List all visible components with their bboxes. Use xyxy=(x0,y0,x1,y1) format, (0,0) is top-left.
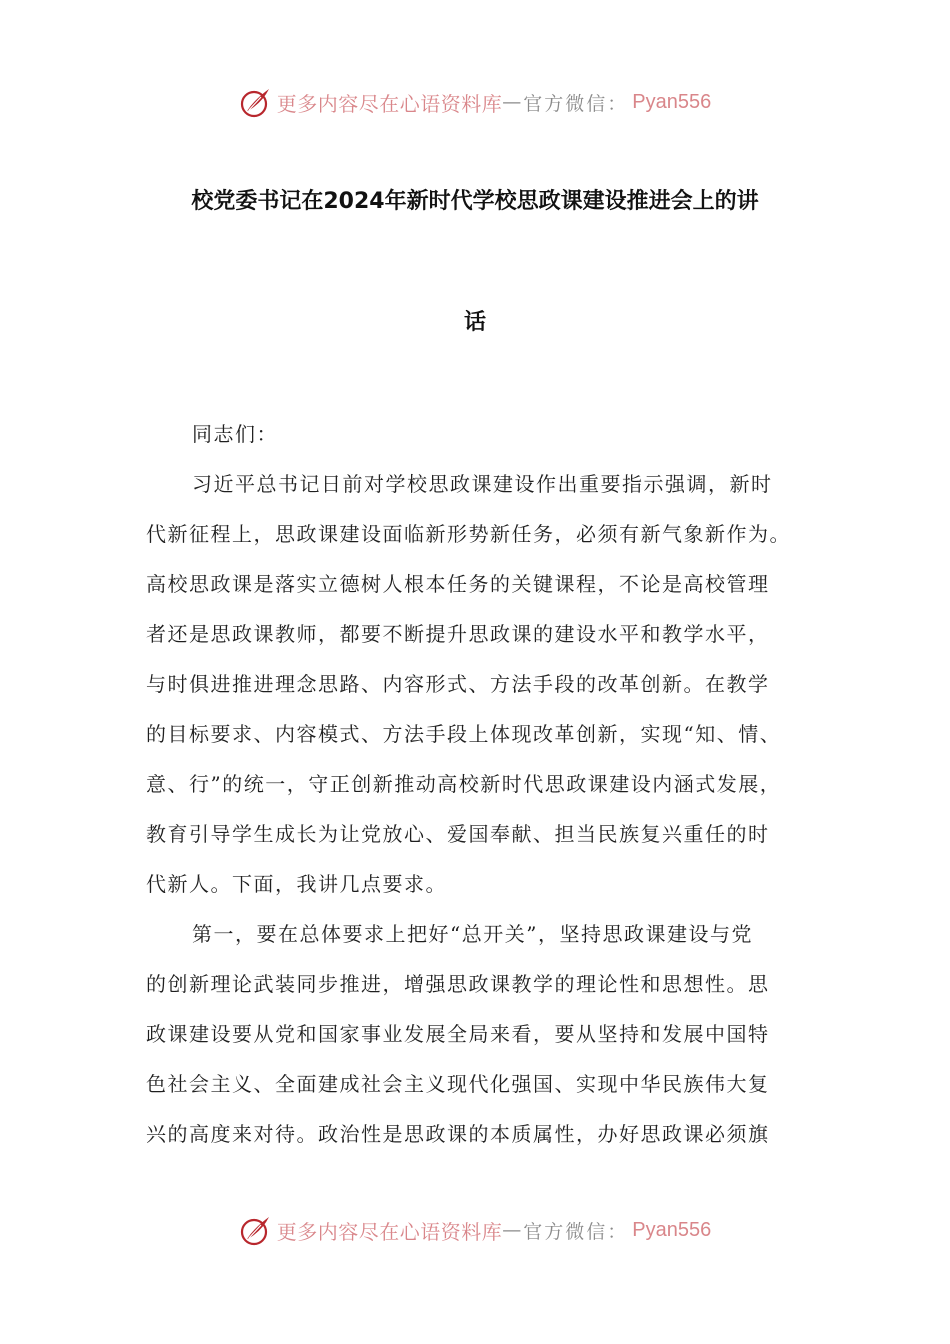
promo-text: 更多内容尽在心语资料库 xyxy=(276,1219,503,1244)
text-line: 教育引导学生成长为让党放心、爱国奉献、担当民族复兴重任的时 xyxy=(146,822,770,846)
wechat-id: Pyan556 xyxy=(632,1218,712,1241)
separator-dash: — xyxy=(502,1219,524,1241)
salutation: 同志们： xyxy=(192,422,278,446)
wechat-id: Pyan556 xyxy=(632,90,712,113)
text-line: 政课建设要从党和国家事业发展全局来看，要从坚持和发展中国特 xyxy=(146,1022,770,1046)
text-line: 兴的高度来对待。政治性是思政课的本质属性，办好思政课必须旗 xyxy=(146,1122,770,1146)
text-line: 者还是思政课教师，都要不断提升思政课的建设水平和教学水平， xyxy=(146,622,770,646)
text-line: 的创新理论武装同步推进，增强思政课教学的理论性和思想性。思 xyxy=(146,972,770,996)
separator-dash: — xyxy=(502,91,524,113)
wechat-label: 官方微信： xyxy=(523,92,629,115)
text-line: 高校思政课是落实立德树人根本任务的关键课程，不论是高校管理 xyxy=(146,572,770,596)
text-line: 代新征程上，思政课建设面临新形势新任务，必须有新气象新作为。 xyxy=(146,522,791,546)
text-line: 代新人。下面，我讲几点要求。 xyxy=(146,872,447,896)
document-title: 校党委书记在2024年新时代学校思政课建设推进会上的讲 xyxy=(191,189,759,214)
document-title-continued: 话 xyxy=(463,310,486,335)
quill-logo-icon xyxy=(239,85,273,119)
header-banner xyxy=(0,80,950,124)
text-line: 第一，要在总体要求上把好“总开关”，坚持思政课建设与党 xyxy=(192,922,753,946)
wechat-label: 官方微信： xyxy=(523,1220,629,1243)
footer-banner xyxy=(0,1208,950,1252)
promo-text: 更多内容尽在心语资料库 xyxy=(276,91,503,116)
text-line: 的目标要求、内容模式、方法手段上体现改革创新，实现“知、情、 xyxy=(146,722,782,746)
text-line: 习近平总书记日前对学校思政课建设作出重要指示强调，新时 xyxy=(192,472,773,496)
text-line: 意、行”的统一，守正创新推动高校新时代思政课建设内涵式发展， xyxy=(146,772,782,796)
document-body xyxy=(146,416,806,1166)
text-line: 与时俱进推进理念思路、内容形式、方法手段的改革创新。在教学 xyxy=(146,672,770,696)
quill-logo-icon xyxy=(239,1213,273,1247)
text-line: 色社会主义、全面建成社会主义现代化强国、实现中华民族伟大复 xyxy=(146,1072,770,1096)
